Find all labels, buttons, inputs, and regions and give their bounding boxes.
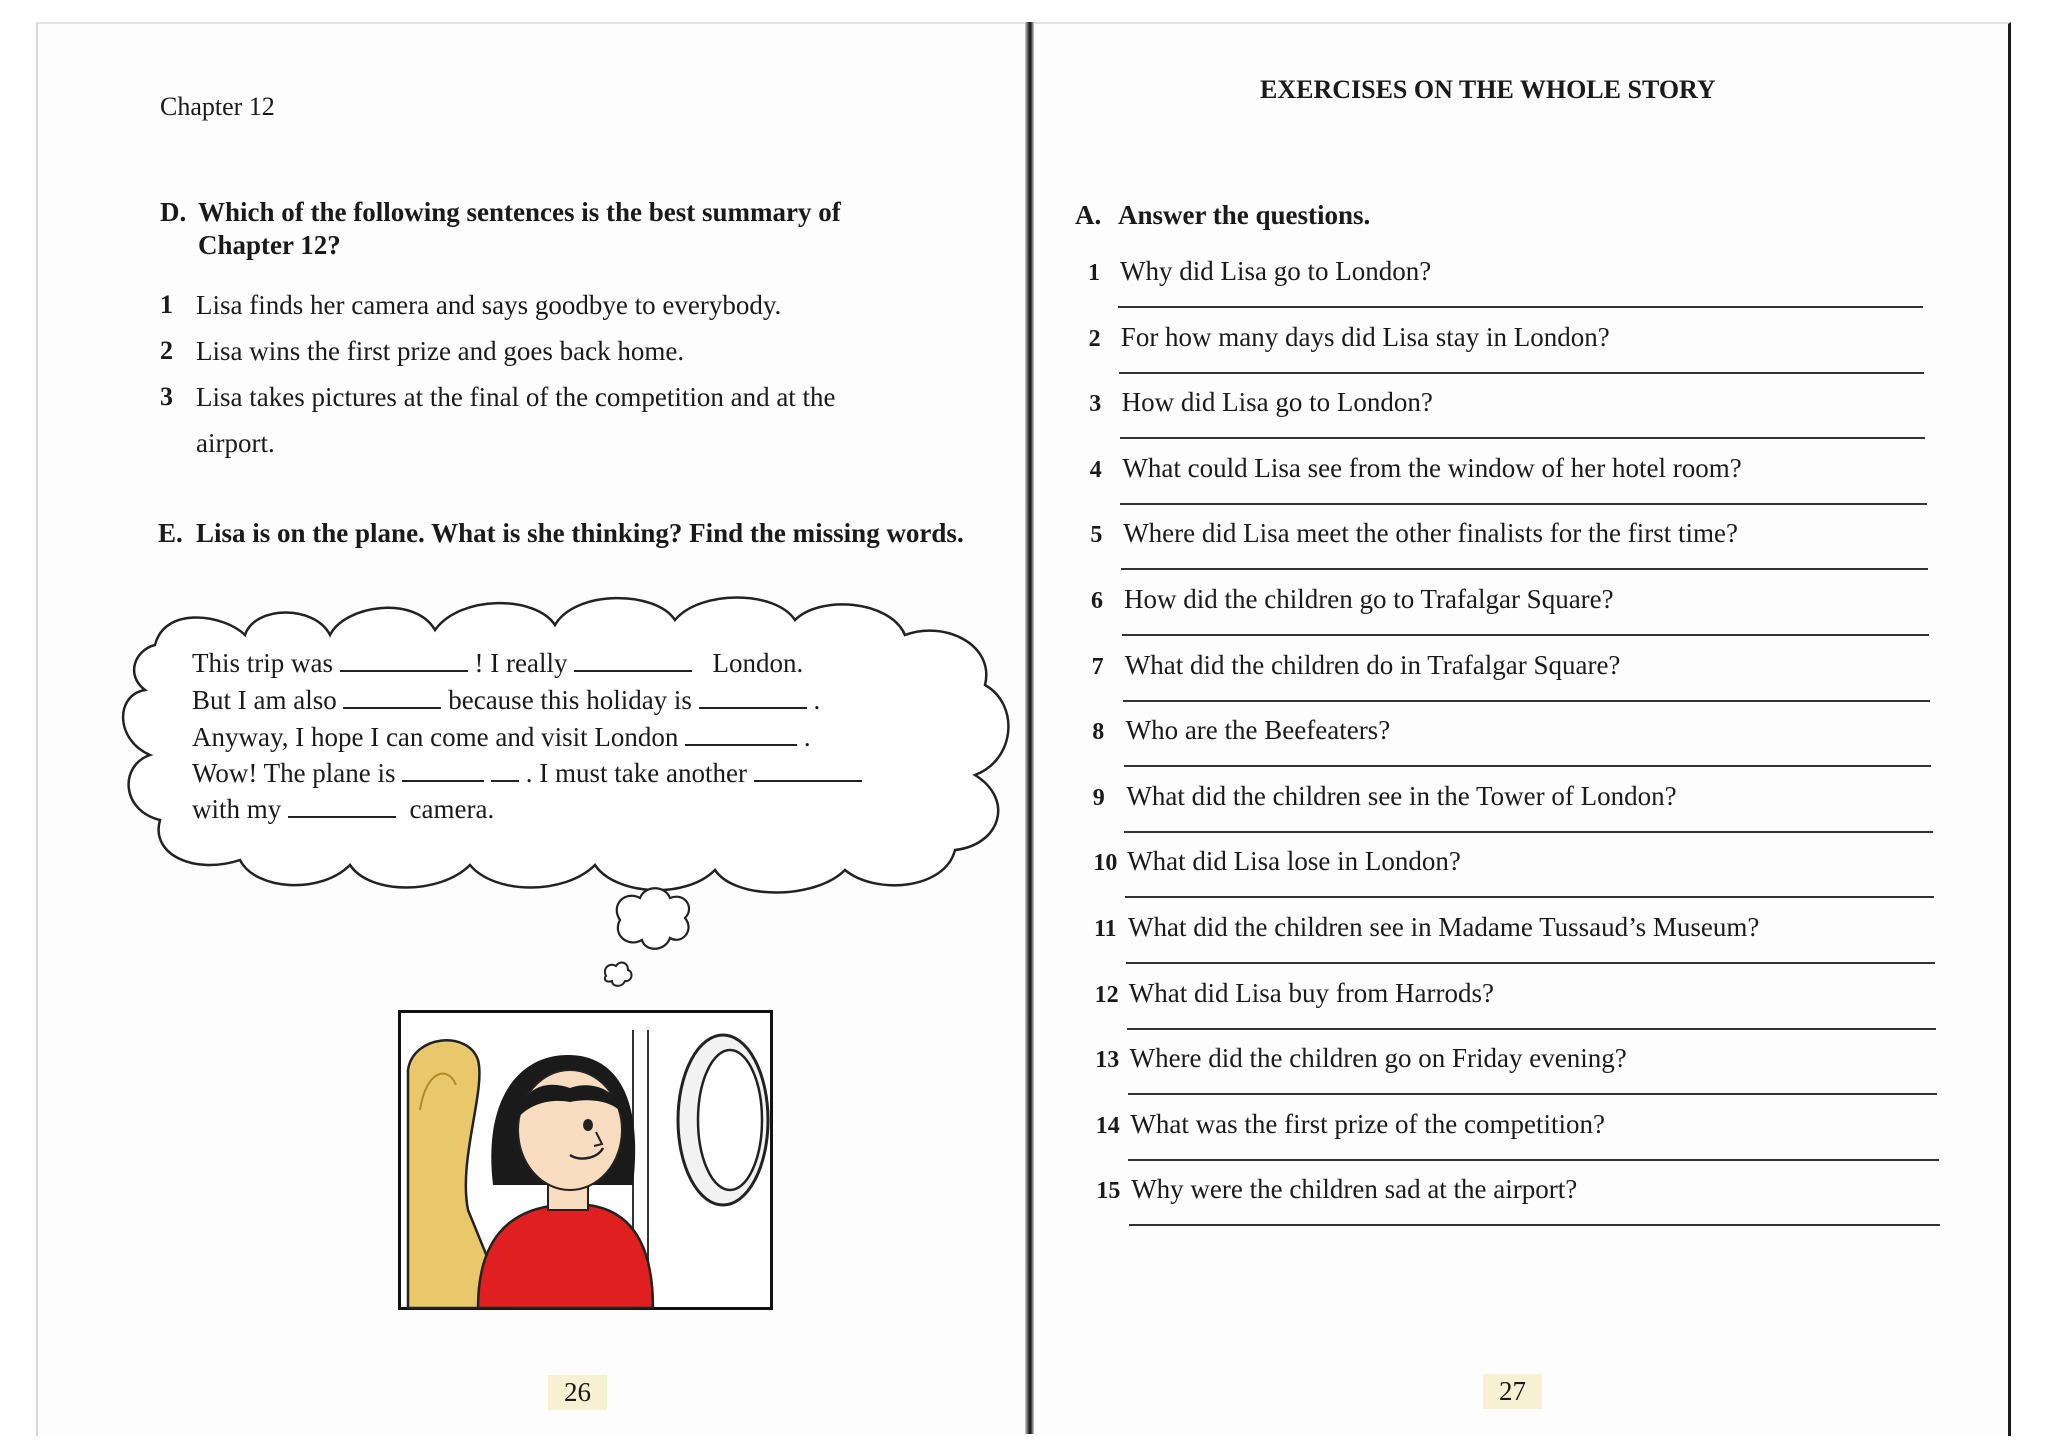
- answer-line[interactable]: [1127, 1028, 1936, 1030]
- question-text: Why did Lisa go to London?: [1120, 256, 1432, 286]
- bubble-line-3: [192, 722, 952, 753]
- answer-line[interactable]: [1120, 437, 1926, 439]
- bubble-line-5: [192, 794, 952, 825]
- question-text: For how many days did Lisa stay in London?: [1120, 321, 1610, 352]
- bubble-text: ! I really: [474, 648, 568, 678]
- question-number: 13: [1095, 1047, 1120, 1074]
- question-text: What did Lisa lose in London?: [1127, 846, 1461, 877]
- question-text: What did Lisa buy from Harrods?: [1128, 977, 1494, 1008]
- right-page-header: EXERCISES ON THE WHOLE STORY: [1260, 75, 1716, 104]
- question-number: 8: [1092, 719, 1105, 746]
- question-text: Who are the Beefeaters?: [1125, 715, 1391, 746]
- option-text: Lisa takes pictures at the final of the competition and at the: [196, 382, 836, 412]
- question-text: Why were the children sad at the airport?: [1131, 1174, 1578, 1205]
- bubble-text: London.: [712, 648, 804, 678]
- section-d-title-line2: Chapter 12?: [198, 230, 341, 260]
- blank[interactable]: [340, 650, 468, 672]
- question-number: 12: [1094, 981, 1119, 1008]
- question-text: Where did the children go on Friday evening?: [1129, 1043, 1627, 1074]
- blank[interactable]: [574, 650, 692, 672]
- chapter-label: Chapter 12: [160, 92, 275, 121]
- bubble-text: with my: [192, 794, 282, 824]
- answer-line[interactable]: [1118, 306, 1923, 308]
- question-text: How did Lisa go to London?: [1121, 387, 1433, 418]
- answer-line[interactable]: [1128, 1093, 1938, 1095]
- option-text: Lisa wins the first prize and goes back home.: [196, 336, 685, 366]
- blank[interactable]: [491, 760, 519, 782]
- question-number: 14: [1095, 1112, 1120, 1139]
- question-number: 1: [1088, 260, 1100, 286]
- answer-line[interactable]: [1119, 372, 1924, 374]
- blank[interactable]: [685, 724, 797, 746]
- option-number: 2: [160, 336, 173, 365]
- blank[interactable]: [699, 687, 807, 709]
- bubble-text: But I am also: [192, 685, 337, 715]
- bubble-line-2: [192, 685, 952, 716]
- question-number: 2: [1088, 325, 1101, 352]
- bubble-text: Anyway, I hope I can come and visit London: [192, 722, 679, 752]
- option-number: 3: [160, 382, 173, 411]
- answer-line[interactable]: [1126, 962, 1935, 964]
- page-number-right: 27: [1483, 1374, 1542, 1409]
- blank[interactable]: [288, 796, 396, 818]
- section-a-title: Answer the questions.: [1118, 200, 1371, 230]
- question-text: What did the children do in Trafalgar Square?: [1124, 649, 1621, 680]
- bubble-text: This trip was: [192, 648, 333, 678]
- answer-line[interactable]: [1123, 700, 1930, 702]
- answer-line[interactable]: [1124, 765, 1932, 767]
- answer-line[interactable]: [1122, 634, 1929, 636]
- question-number: 7: [1091, 653, 1104, 680]
- question-text: How did the children go to Trafalgar Square?: [1124, 584, 1614, 614]
- section-e-letter: E.: [158, 518, 183, 548]
- question-number: 9: [1092, 784, 1105, 811]
- question-number: 5: [1090, 522, 1103, 549]
- thought-bubble-trail: [600, 880, 700, 1000]
- page-number-left: 26: [548, 1375, 607, 1410]
- answer-line[interactable]: [1124, 831, 1932, 833]
- question-text: Where did Lisa meet the other finalists for the first time?: [1123, 518, 1738, 549]
- answer-line[interactable]: [1120, 503, 1926, 505]
- question-number: 10: [1093, 850, 1118, 877]
- option-number: 1: [160, 290, 173, 319]
- question-number: 6: [1091, 588, 1103, 614]
- bubble-text: because this holiday is: [448, 685, 692, 715]
- option-text-continued: airport.: [196, 428, 275, 458]
- bubble-text: . I must take another: [525, 758, 747, 788]
- question-text: What did the children see in the Tower of London?: [1126, 780, 1677, 811]
- bubble-line-1: [192, 648, 952, 679]
- answer-line[interactable]: [1125, 896, 1934, 898]
- question-number: 15: [1096, 1178, 1121, 1205]
- section-e-title: Lisa is on the plane. What is she thinking? Find the missing words.: [196, 518, 964, 548]
- answer-line[interactable]: [1129, 1224, 1940, 1226]
- section-a-letter: A.: [1075, 200, 1102, 230]
- section-d-title-line1: Which of the following sentences is the best summary of: [198, 197, 841, 227]
- bubble-text: .: [813, 685, 821, 715]
- section-d-letter: D.: [160, 197, 187, 227]
- blank[interactable]: [402, 760, 484, 782]
- lisa-on-plane-illustration: [398, 1010, 773, 1310]
- question-number: 11: [1094, 916, 1117, 942]
- question-text: What did the children see in Madame Tussaud’s Museum?: [1128, 912, 1760, 942]
- option-text: Lisa finds her camera and says goodbye to everybody.: [196, 290, 782, 320]
- question-number: 3: [1089, 391, 1102, 418]
- bubble-line-4: [192, 758, 952, 789]
- blank[interactable]: [343, 687, 441, 709]
- bubble-text: Wow! The plane is: [192, 758, 396, 788]
- question-text: What could Lisa see from the window of her hotel room?: [1122, 452, 1742, 483]
- answer-line[interactable]: [1128, 1159, 1938, 1161]
- answer-line[interactable]: [1121, 568, 1928, 570]
- question-text: What was the first prize of the competition?: [1130, 1108, 1605, 1139]
- blank[interactable]: [754, 760, 862, 782]
- bubble-text: .: [803, 722, 811, 752]
- question-number: 4: [1089, 456, 1102, 483]
- bubble-text: camera.: [409, 794, 495, 824]
